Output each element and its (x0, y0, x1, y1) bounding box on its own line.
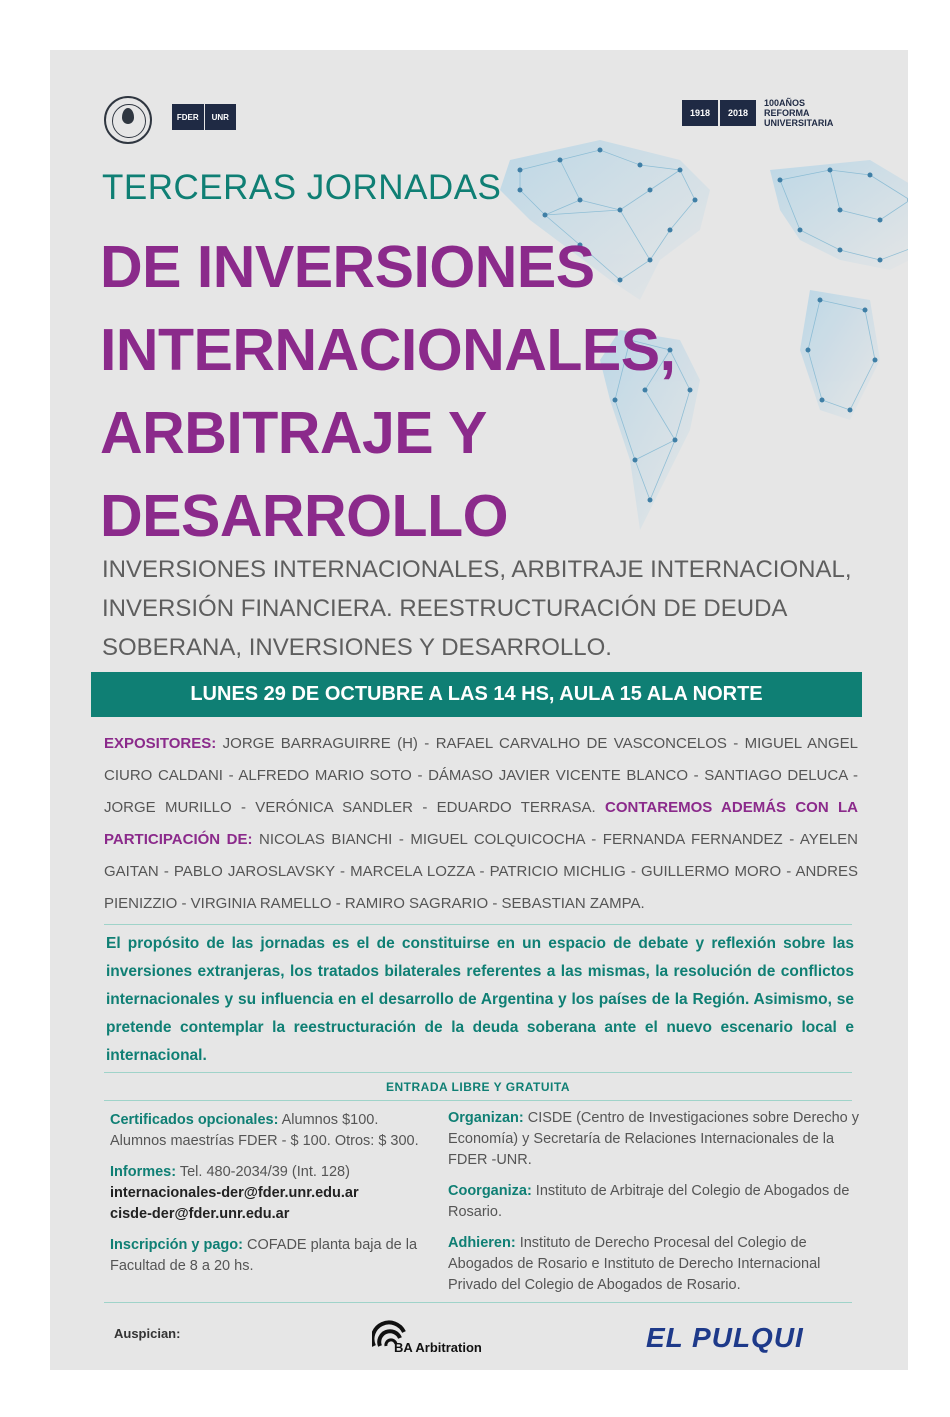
email-link[interactable]: internacionales-der@fder.unr.edu.ar (110, 1185, 359, 1201)
certificados-info: Certificados opcionales: Alumnos $100. Alumnos maestrías FDER - $ 100. Otros: $ 300. (110, 1112, 419, 1149)
coorganiza-info: Coorganiza: Instituto de Arbitraje del Colegio de Abogados de Rosario. (448, 1183, 850, 1220)
speakers-names: JORGE BARRAGUIRRE (H) - RAFAEL CARVALHO DE VASCONCELOS - MIGUEL ANGEL CIURO CALDANI - ALFREDO MARIO SOTO - DÁMASO JAVIER VICENTE BLANCO - SANTIAGO DELUCA - JORGE MURILLO - VERÓNICA SANDLER - EDUARDO TERRASA. (104, 735, 858, 816)
free-entry-label: ENTRADA LIBRE Y GRATUITA (385, 1080, 570, 1094)
adhieren-info: Adhieren: Instituto de Derecho Procesal del Colegio de Abogados de Rosario e Instituto de Derecho Internacional Privado del Colegio de Abogados de Rosario. (448, 1235, 821, 1293)
info-left-column (110, 1110, 430, 1287)
unr-logo-text: UNR (204, 104, 237, 130)
divider (104, 1302, 852, 1303)
purpose-paragraph: El propósito de las jornadas es el de constituirse en un espacio de debate y reflexión sobre las inversiones extranjeras, los tratados bilaterales referentes a las mismas, la resolución de conflictos internacionales y su influencia en el desarrollo de Argentina y los países de la Región. Asimismo, se pretende contemplar la reestructuración de la deuda soberana ante el nuevo escenario local e internacional. (106, 935, 854, 1064)
ba-arbitration-text: BA Arbitration (394, 1340, 482, 1355)
year-1918: 1918 (682, 100, 718, 126)
speakers-label: EXPOSITORES: (104, 735, 217, 752)
event-topics: INVERSIONES INTERNACIONALES, ARBITRAJE INTERNACIONAL, INVERSIÓN FINANCIERA. REESTRUCTURACIÓN DE DEUDA SOBERANA, INVERSIONES Y DESARROLLO. (102, 556, 852, 661)
title-line: DE INVERSIONES (100, 234, 595, 300)
divider (104, 924, 852, 925)
title-line: ARBITRAJE Y (100, 400, 487, 466)
reforma-universitaria-logo (682, 98, 833, 128)
event-date-banner: LUNES 29 DE OCTUBRE A LAS 14 HS, AULA 15 ALA NORTE (91, 672, 862, 717)
email-link[interactable]: cisde-der@fder.unr.edu.ar (110, 1206, 290, 1222)
organizan-info: Organizan: CISDE (Centro de Investigaciones sobre Derecho y Economía) y Secretaría de Relaciones Internacionales de la FDER -UNR. (448, 1110, 860, 1168)
participants-label: CONTAREMOS ADEMÁS CON LA PARTICIPACIÓN DE: (104, 799, 859, 848)
speakers-list (104, 728, 858, 920)
event-title (100, 226, 675, 558)
divider (104, 1100, 852, 1101)
el-pulqui-logo: EL PULQUI (646, 1322, 804, 1353)
unr-seal-icon (104, 96, 152, 144)
year-2018: 2018 (720, 100, 756, 126)
divider (104, 1072, 852, 1073)
info-right-column (448, 1108, 868, 1306)
fder-logo-text: FDER (172, 104, 204, 130)
fder-unr-logo (172, 104, 236, 130)
inscripcion-info: Inscripción y pago: COFADE planta baja de la Facultad de 8 a 20 hs. (110, 1237, 418, 1274)
informes-info: Informes: Tel. 480-2034/39 (Int. 128) internacionales-der@fder.unr.edu.ar cisde-der@fder.unr.edu.ar (110, 1164, 359, 1222)
reforma-text: 100AÑOS REFORMA UNIVERSITARIA (764, 98, 834, 128)
title-line: INTERNACIONALES, (100, 317, 676, 383)
participants-names: NICOLAS BIANCHI - MIGUEL COLQUICOCHA - FERNANDA FERNANDEZ - AYELEN GAITAN - PABLO JAROSLAVSKY - MARCELA LOZZA - PATRICIO MICHLIG - GUILLERMO MORO - ANDRES PIENIZZIO - VIRGINIA RAMELLO - RAMIRO SAGRARIO - SEBASTIAN ZAMPA. (104, 831, 858, 912)
title-line: DESARROLLO (100, 483, 508, 549)
event-kicker: TERCERAS JORNADAS (102, 168, 502, 207)
sponsors-label: Auspician: (114, 1326, 181, 1341)
poster (50, 50, 908, 1370)
